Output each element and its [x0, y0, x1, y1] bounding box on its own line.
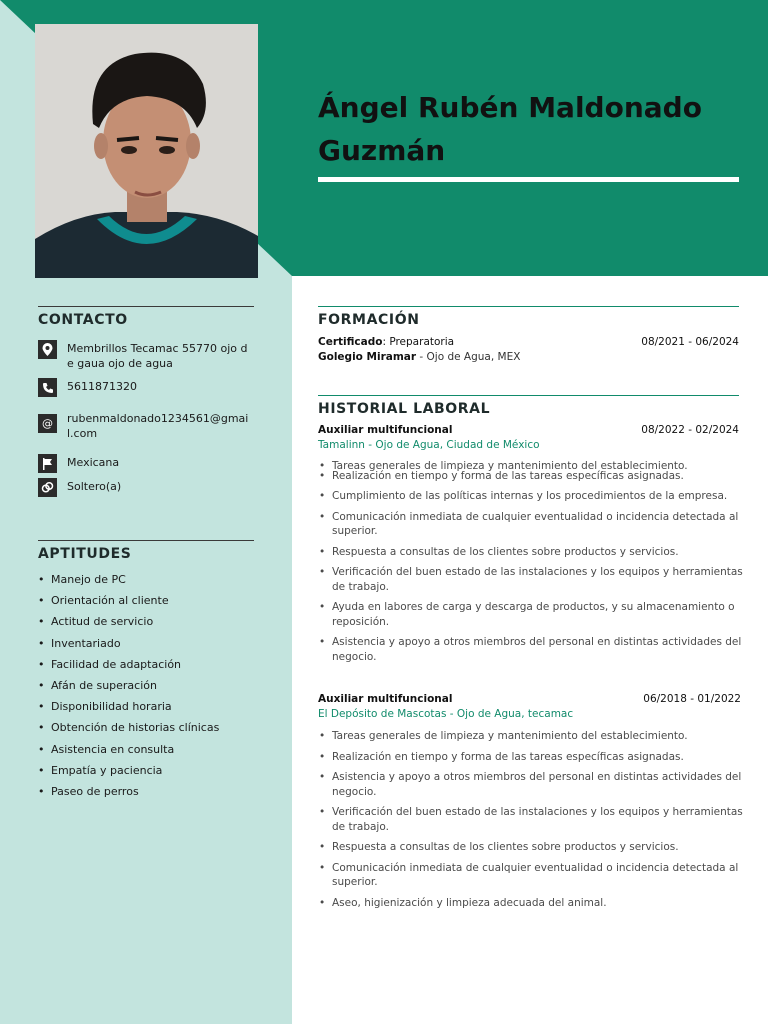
contact-section — [38, 306, 254, 328]
task-item: • Aseo, higienización y limpieza adecuada del animal. — [318, 896, 743, 911]
job-position: Auxiliar multifuncional — [318, 424, 453, 436]
phone-text[interactable]: 5611871320 — [67, 380, 137, 393]
contact-divider — [38, 306, 254, 307]
skills-section — [38, 540, 254, 562]
job-company: Tamalinn - Ojo de Agua, Ciudad de México — [318, 439, 540, 451]
flag-icon — [38, 454, 57, 473]
skills-divider — [38, 540, 254, 541]
marital-status-text: Soltero(a) — [67, 480, 122, 493]
name-underline — [318, 177, 739, 182]
task-item: • Respuesta a consultas de los clientes sobre productos y servicios. — [318, 545, 743, 560]
job-header-row — [318, 423, 739, 438]
job-position: Auxiliar multifuncional — [318, 693, 453, 705]
skill-item: • Obtención de historias clínicas — [38, 717, 268, 738]
work-title: HISTORIAL LABORAL — [318, 401, 491, 417]
contact-nationality — [38, 454, 254, 473]
task-item: • Realización en tiempo y forma de las tareas específicas asignadas. — [318, 469, 743, 484]
job-company: El Depósito de Mascotas - Ojo de Agua, tecamac — [318, 708, 574, 720]
skill-item: • Inventariado — [38, 633, 268, 654]
person-portrait-icon — [35, 24, 258, 278]
contact-phone — [38, 378, 254, 397]
education-school-row — [318, 350, 739, 365]
degree-value: : Preparatoria — [382, 336, 455, 348]
job-task-list — [318, 729, 743, 916]
contact-email — [38, 410, 254, 441]
skills-title: APTITUDES — [38, 546, 132, 562]
skill-item: • Facilidad de adaptación — [38, 654, 268, 675]
profile-photo — [35, 24, 258, 278]
rings-icon — [38, 478, 57, 497]
work-divider — [318, 395, 739, 396]
task-item: • Asistencia y apoyo a otros miembros del personal en distintas actividades del negocio. — [318, 770, 743, 799]
skill-item: • Manejo de PC — [38, 569, 268, 590]
at-sign-icon: @ — [38, 414, 57, 433]
skill-item: • Actitud de servicio — [38, 611, 268, 632]
candidate-name: Ángel Rubén Maldonado Guzmán — [318, 91, 702, 167]
address-text: Membrillos Tecamac 55770 ojo de gaua ojo de agua — [67, 342, 248, 370]
education-title: FORMACIÓN — [318, 312, 420, 328]
task-item: • Respuesta a consultas de los clientes sobre productos y servicios. — [318, 840, 743, 855]
task-item: • Realización en tiempo y forma de las tareas específicas asignadas. — [318, 750, 743, 765]
work-section — [318, 395, 739, 417]
nationality-text: Mexicana — [67, 456, 120, 469]
task-item: • Comunicación inmediata de cualquier eventualidad o incidencia detectada al superior. — [318, 510, 743, 539]
education-dates: 08/2021 - 06/2024 — [641, 336, 739, 348]
job-task-list — [318, 459, 743, 670]
skill-item: • Disponibilidad horaria — [38, 696, 268, 717]
education-section — [318, 306, 739, 328]
task-item: • Verificación del buen estado de las instalaciones y los equipos y herramientas de trabajo. — [318, 805, 743, 834]
skill-item: • Orientación al cliente — [38, 590, 268, 611]
education-divider — [318, 306, 739, 307]
contact-marital-status — [38, 478, 254, 497]
education-degree-row — [318, 335, 739, 350]
task-item: • Tareas generales de limpieza y mantenimiento del establecimiento. — [318, 459, 743, 474]
skill-item: • Paseo de perros — [38, 781, 268, 802]
contact-address — [38, 340, 254, 371]
contact-title: CONTACTO — [38, 312, 128, 328]
skill-item: • Afán de superación — [38, 675, 268, 696]
task-item: • Comunicación inmediata de cualquier eventualidad o incidencia detectada al superior. — [318, 861, 743, 890]
skill-item: • Asistencia en consulta — [38, 739, 268, 760]
task-item: • Tareas generales de limpieza y mantenimiento del establecimiento. — [318, 729, 743, 744]
task-item: • Asistencia y apoyo a otros miembros del personal en distintas actividades del negocio. — [318, 635, 743, 664]
task-item: • Ayuda en labores de carga y descarga de productos, y su almacenamiento o reposición. — [318, 600, 743, 629]
degree-label: Certificado — [318, 336, 383, 348]
task-item: • Verificación del buen estado de las instalaciones y los equipos y herramientas de trabajo. — [318, 565, 743, 594]
job-header-row — [318, 692, 741, 707]
email-text[interactable]: rubenmaldonado1234561@gmail.com — [67, 412, 249, 440]
skills-list — [38, 569, 268, 802]
job-dates: 06/2018 - 01/2022 — [643, 693, 741, 705]
phone-icon — [38, 378, 57, 397]
school-name: Golegio Miramar — [318, 351, 417, 363]
skill-item: • Empatía y paciencia — [38, 760, 268, 781]
location-pin-icon — [38, 340, 57, 359]
job-dates: 08/2022 - 02/2024 — [641, 424, 739, 436]
task-item: • Cumplimiento de las políticas internas y los procedimientos de la empresa. — [318, 489, 743, 504]
school-location: - Ojo de Agua, MEX — [416, 351, 521, 363]
